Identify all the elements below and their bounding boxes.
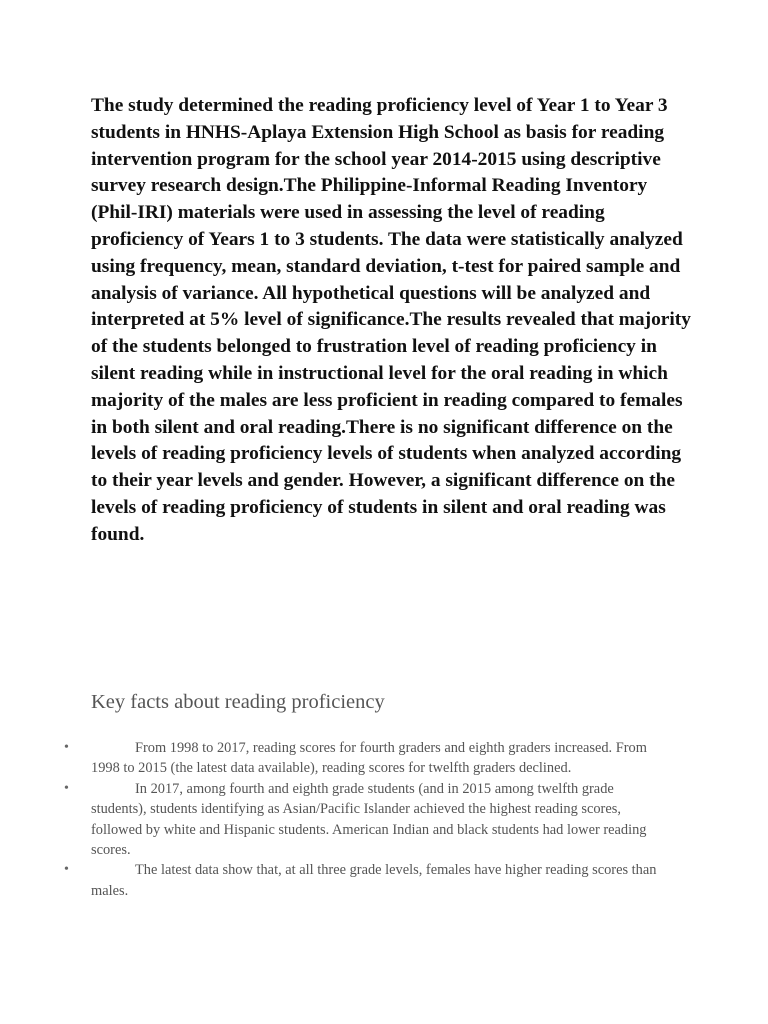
fact-text: In 2017, among fourth and eighth grade students (and in 2015 among twelfth grade students), students identifying as Asian/Pacific Islander achieved the highest reading scores, followed by white and Hispanic students. American Indian and black students had lower reading scores. <box>91 780 647 859</box>
list-item <box>64 779 671 861</box>
key-facts-heading: Key facts about reading proficiency <box>91 691 385 713</box>
abstract-paragraph: The study determined the reading proficiency level of Year 1 to Year 3 students in HNHS-Aplaya Extension High School as basis for reading intervention program for the school year 2014-2015 using descriptive survey research design.The Philippine-Informal Reading Inventory (Phil-IRI) materials were used in assessing the level of reading proficiency of Years 1 to 3 students. The data were statistically analyzed using frequency, mean, standard deviation, t-test for paired sample and analysis of variance. All hypothetical questions will be analyzed and interpreted at 5% level of significance.The results revealed that majority of the students belonged to frustration level of reading proficiency in silent reading while in instructional level for the oral reading in which majority of the males are less proficient in reading compared to females in both silent and oral reading.There is no significant difference on the levels of reading proficiency levels of students when analyzed according to their year levels and gender. However, a significant difference on the levels of reading proficiency of students in silent and oral reading was found. <box>91 95 691 545</box>
list-item <box>64 860 671 901</box>
fact-text: The latest data show that, at all three grade levels, females have higher reading scores than males. <box>91 862 657 899</box>
bullet-icon: • <box>64 862 69 878</box>
bullet-icon: • <box>64 740 69 755</box>
bullet-icon: • <box>64 780 69 796</box>
fact-text: From 1998 to 2017, reading scores for fourth graders and eighth graders increased. From 1998 to 2015 (the latest data available), reading scores for twelfth graders declined. <box>91 740 647 777</box>
key-facts-list <box>64 738 671 901</box>
list-item <box>64 738 671 779</box>
